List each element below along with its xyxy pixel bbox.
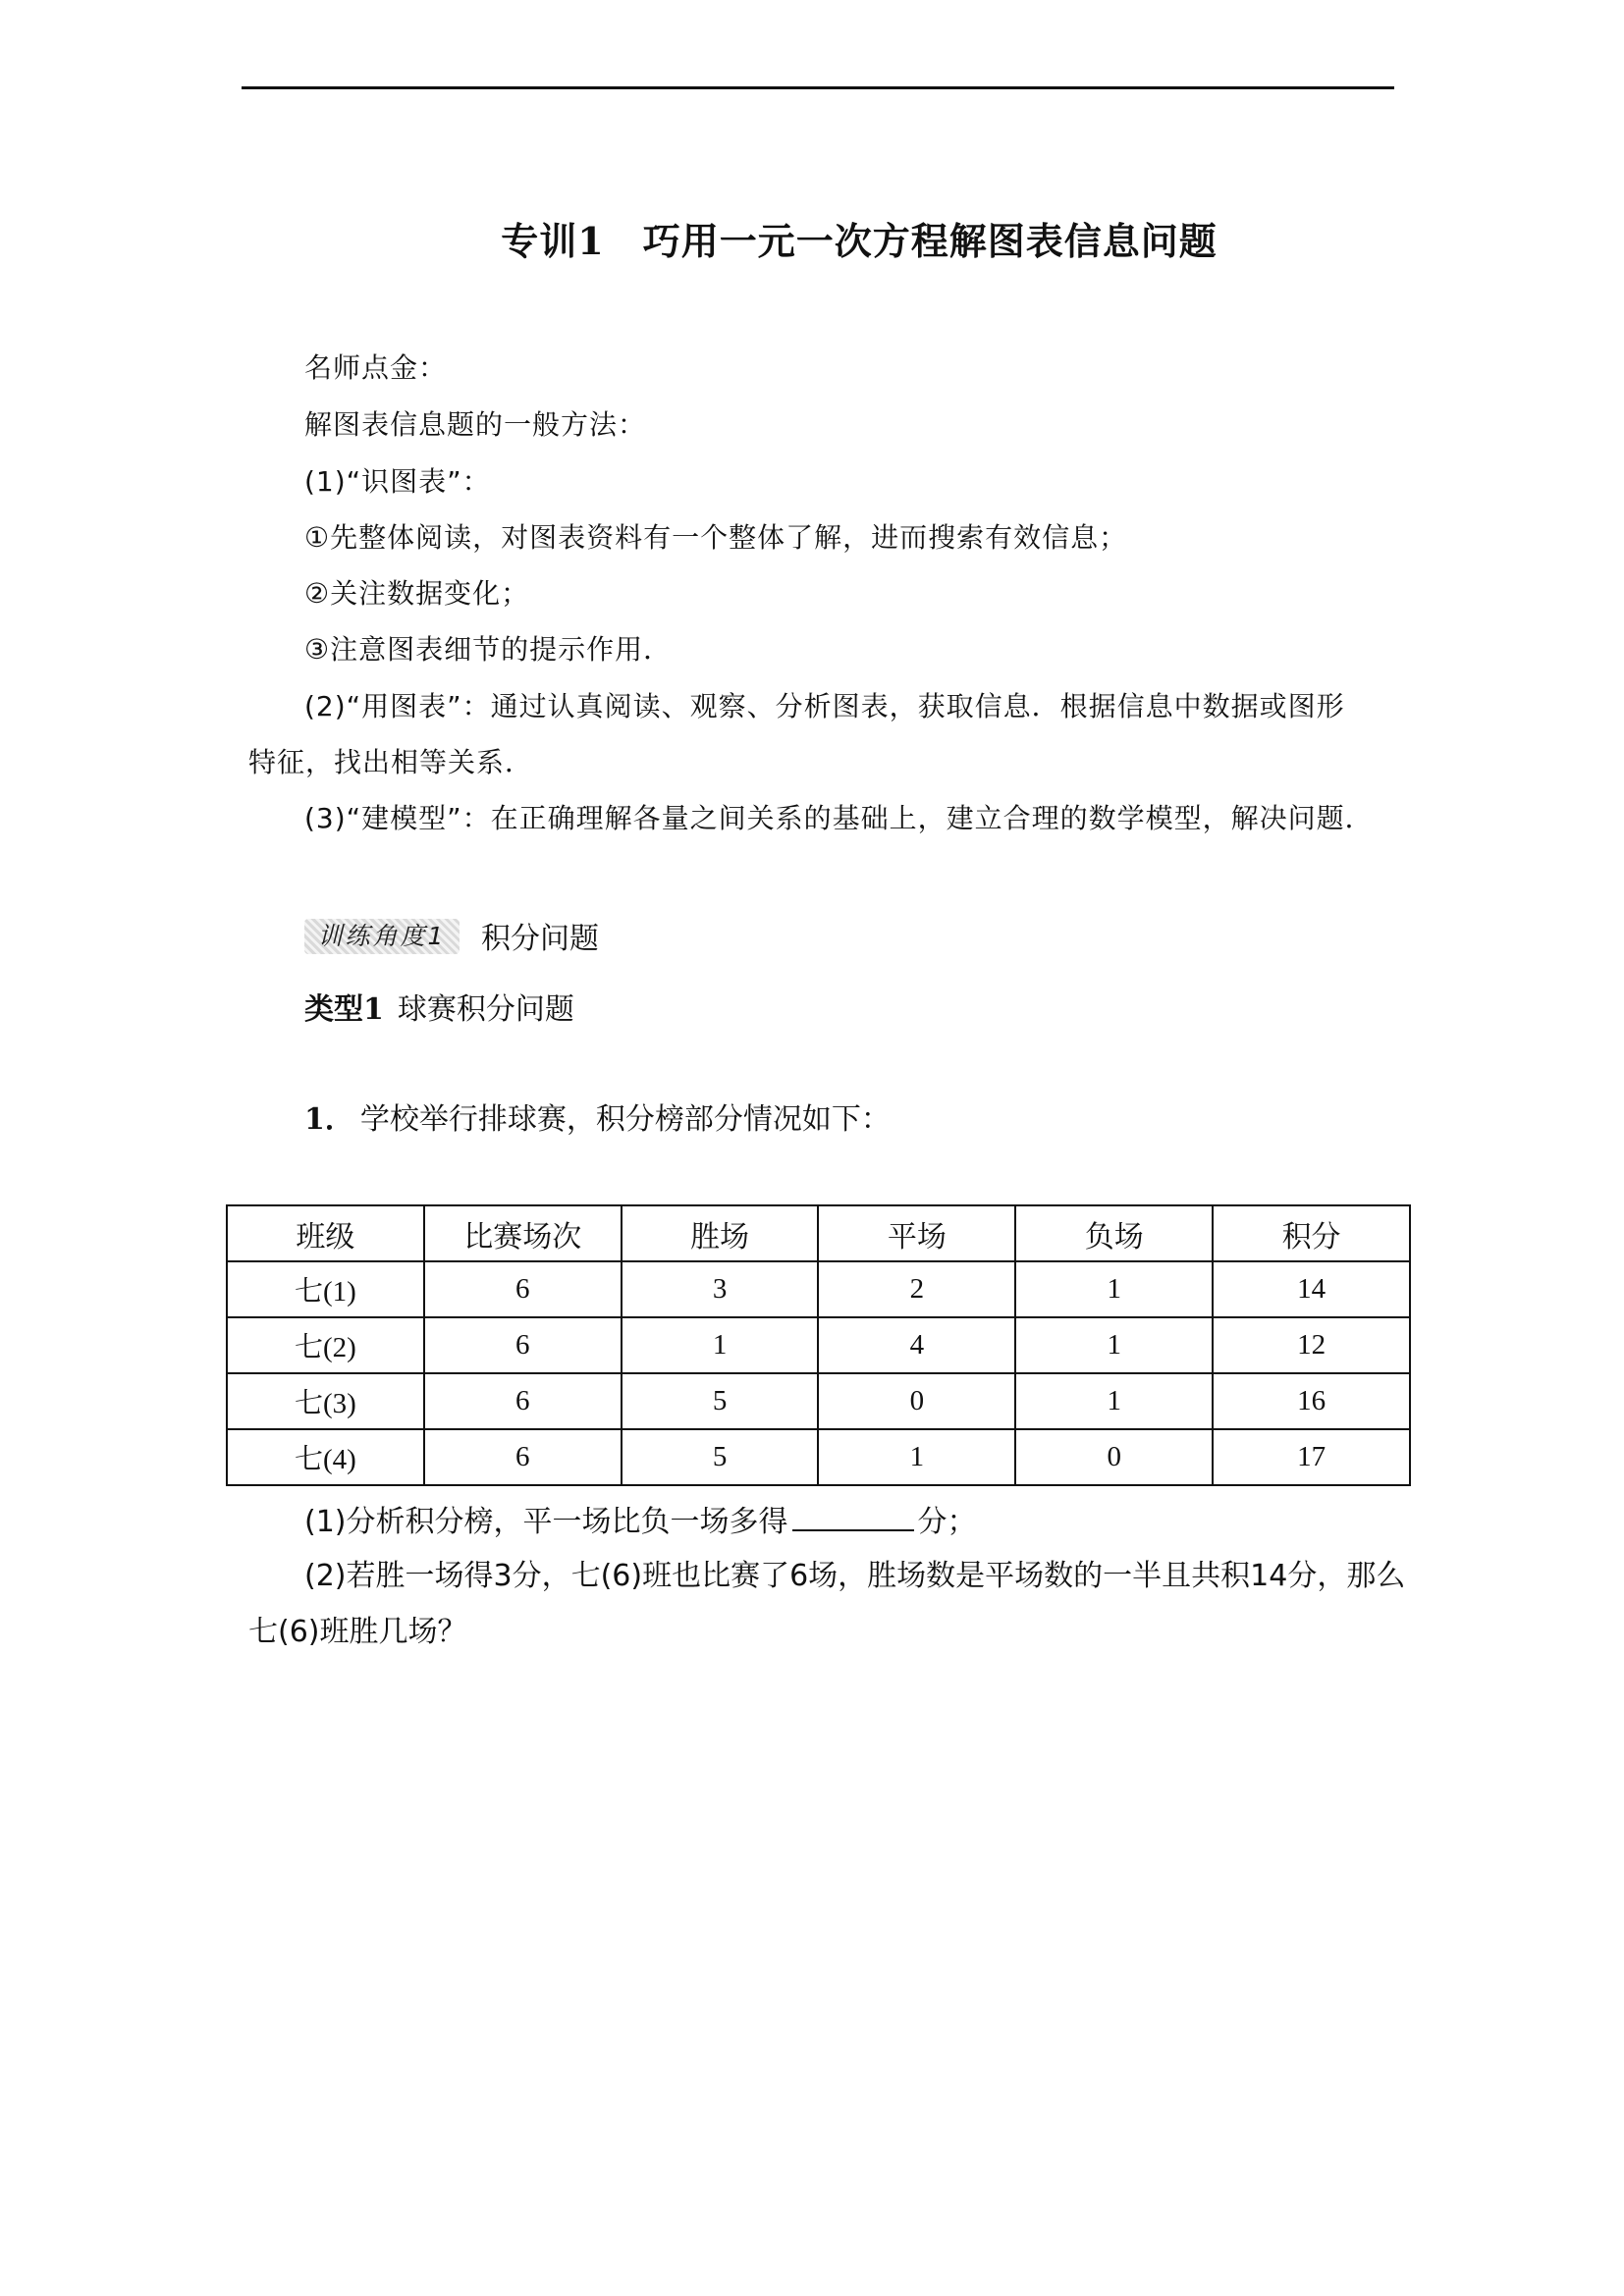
header-class: 班级 xyxy=(227,1205,424,1261)
part1-before-text: (1)分析积分榜，平一场比负一场多得 xyxy=(304,1505,788,1539)
table-row xyxy=(227,1317,1410,1373)
table-cell: 3 xyxy=(622,1261,819,1317)
table-row xyxy=(227,1373,1410,1429)
table-cell: 12 xyxy=(1213,1317,1410,1373)
table-cell: 七(1) xyxy=(227,1261,424,1317)
table-cell: 2 xyxy=(818,1261,1015,1317)
section-badge: 训练角度1 xyxy=(304,919,460,954)
question-1-part-1 xyxy=(304,1502,977,1542)
table-cell: 1 xyxy=(1015,1261,1213,1317)
step3-line: (3)“建模型”：在正确理解各量之间关系的基础上，建立合理的数学模型，解决问题． xyxy=(304,802,1374,834)
question-1-part-2-line-1: (2)若胜一场得3分，七(6)班也比赛了6场，胜场数是平场数的一半且共积14分，那么 xyxy=(304,1559,1406,1593)
header-draws: 平场 xyxy=(818,1205,1015,1261)
score-table xyxy=(226,1204,1411,1486)
step1-item-1: ①先整体阅读，对图表资料有一个整体了解，进而搜索有效信息； xyxy=(304,521,1128,554)
table-header-row xyxy=(227,1205,1410,1261)
step2-line-1: (2)“用图表”：通过认真阅读、观察、分析图表，获取信息．根据信息中数据或图形 xyxy=(304,690,1345,722)
part1-after-text: 分； xyxy=(917,1505,977,1539)
table-row xyxy=(227,1429,1410,1485)
table-cell: 1 xyxy=(1015,1317,1213,1373)
step1-title: (1)“识图表”： xyxy=(304,465,491,498)
table-cell: 0 xyxy=(818,1373,1015,1429)
table-cell: 6 xyxy=(424,1373,622,1429)
section-title: 积分问题 xyxy=(481,922,599,956)
step1-item-3: ③注意图表细节的提示作用． xyxy=(304,633,673,666)
table-cell: 1 xyxy=(818,1429,1015,1485)
step2-line-2: 特征，找出相等关系． xyxy=(248,746,534,778)
table-cell: 1 xyxy=(1015,1373,1213,1429)
table-cell: 5 xyxy=(622,1373,819,1429)
question-1-stem xyxy=(304,1100,891,1140)
question-number: 1． xyxy=(304,1102,354,1137)
table-cell: 17 xyxy=(1213,1429,1410,1485)
type-heading xyxy=(304,990,574,1030)
table-cell: 16 xyxy=(1213,1373,1410,1429)
header-rule xyxy=(242,86,1394,89)
question-1-part-2-line-2: 七(6)班胜几场？ xyxy=(248,1615,467,1649)
method-title: 解图表信息题的一般方法： xyxy=(304,408,647,441)
answer-blank[interactable] xyxy=(792,1502,914,1531)
type-label: 类型1 xyxy=(304,992,384,1027)
header-wins: 胜场 xyxy=(622,1205,819,1261)
table-cell: 6 xyxy=(424,1317,622,1373)
tips-heading: 名师点金： xyxy=(304,351,448,384)
header-points: 积分 xyxy=(1213,1205,1410,1261)
header-losses: 负场 xyxy=(1015,1205,1213,1261)
table-cell: 6 xyxy=(424,1429,622,1485)
step1-item-2: ②关注数据变化； xyxy=(304,577,530,610)
question-stem-text: 学校举行排球赛，积分榜部分情况如下： xyxy=(359,1102,891,1137)
table-cell: 七(3) xyxy=(227,1373,424,1429)
table-cell: 1 xyxy=(622,1317,819,1373)
table-cell: 七(2) xyxy=(227,1317,424,1373)
header-matches: 比赛场次 xyxy=(424,1205,622,1261)
type-title-text: 球赛积分问题 xyxy=(397,992,574,1027)
table-cell: 5 xyxy=(622,1429,819,1485)
table-cell: 0 xyxy=(1015,1429,1213,1485)
table-row xyxy=(227,1261,1410,1317)
table-cell: 4 xyxy=(818,1317,1015,1373)
table-cell: 6 xyxy=(424,1261,622,1317)
page-title: 专训1 巧用一元一次方程解图表信息问题 xyxy=(501,219,1218,263)
table-cell: 七(4) xyxy=(227,1429,424,1485)
table-cell: 14 xyxy=(1213,1261,1410,1317)
